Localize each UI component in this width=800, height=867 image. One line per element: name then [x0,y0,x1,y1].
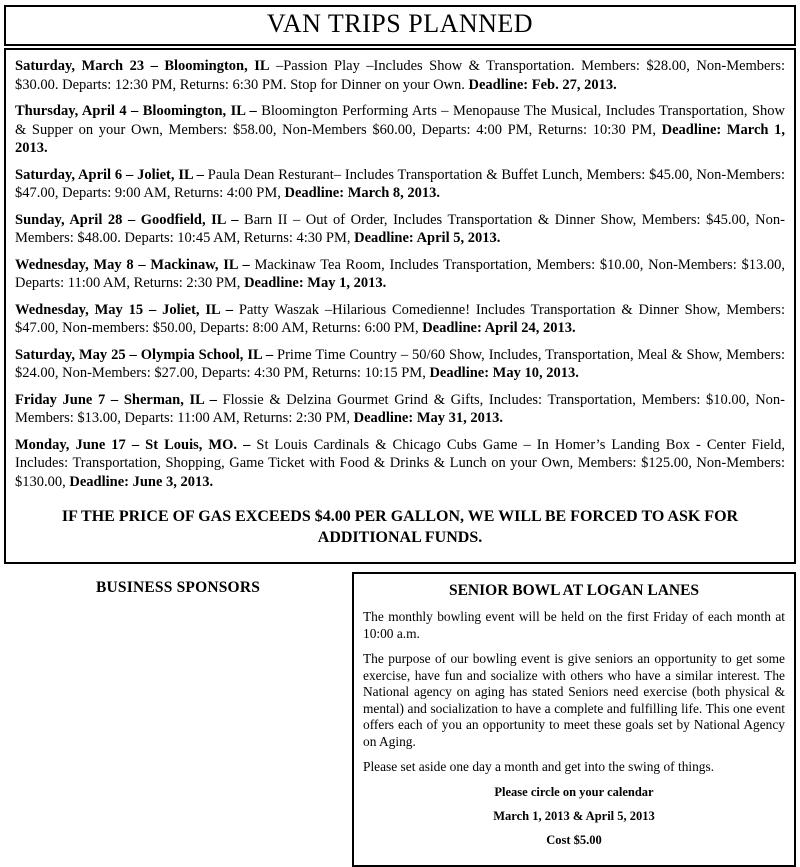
trip-lead: Saturday, April 6 – Joliet, IL – [15,166,204,183]
trip-paragraph [15,391,785,428]
van-trips-title-box [4,5,796,46]
trip-lead: Saturday, March 23 – Bloomington, IL [15,58,270,74]
trip-paragraph [15,301,785,338]
business-sponsors-heading: BUSINESS SPONSORS [95,579,261,596]
trip-paragraph [15,211,785,248]
trip-lead: Friday June 7 – Sherman, IL – [15,391,217,408]
trip-deadline: Deadline: June 3, 2013. [69,473,214,490]
trip-lead: Wednesday, May 8 – Mackinaw, IL – [15,256,250,273]
senior-bowl-paragraph: Please set aside one day a month and get into the swing of things. [363,759,715,774]
senior-bowl-paragraph: The monthly bowling event will be held on the first Friday of each month at 10:00 a.m. [363,609,785,641]
trip-deadline: Deadline: May 31, 2013. [353,410,504,426]
trip-deadline: Deadline: May 1, 2013. [244,275,387,291]
trip-paragraph [15,256,785,293]
trip-body: –Passion Play –Includes Show & Transportation. Members: $28.00, Non-Members: $30.00. Departs: 12:30 PM, Returns: 6:30 PM. Stop for Dinner on your Own. [15,58,785,93]
gas-price-notice: IF THE PRICE OF GAS EXCEEDS $4.00 PER GALLON, WE WILL BE FORCED TO ASK FOR ADDITIONAL FUNDS. [61,508,739,546]
page-title: VAN TRIPS PLANNED [266,9,534,38]
trip-lead: Thursday, April 4 – Bloomington, IL – [15,103,257,119]
trip-body: Barn II – Out of Order, Includes Transportation & Dinner Show, Members: $45.00, Non-Members: $48.00. Departs: 10:45 AM, Returns: 4:30 PM, [15,211,785,246]
bottom-section [4,572,796,867]
trip-body: Prime Time Country – 50/60 Show, Includes, Transportation, Meal & Show, Members: $24.00, Non-Members: $27.00, Departs: 4:30 PM, Returns: 10:15 PM, [15,346,785,381]
trip-deadline: Deadline: April 24, 2013. [422,320,576,336]
trip-paragraph [15,436,785,492]
trip-body: Flossie & Delzina Gourmet Grind & Gifts, Includes: Transportation, Members: $10.00, Non-Members: $13.00, Departs: 11:00 AM, Returns: 2:30 PM, [15,391,785,426]
trip-lead: Saturday, May 25 – Olympia School, IL – [15,346,274,363]
calendar-dates: March 1, 2013 & April 5, 2013 [493,808,655,823]
trip-lead: Monday, June 17 – St Louis, MO. – [15,436,251,453]
senior-bowl-paragraph: The purpose of our bowling event is give seniors an opportunity to get some exercise, have fun and socialize with others who have a similar interest. The National agency on aging has stated Seniors need exercise (both physical & mental) and socialization to have a complete and fulfilling life. This one event offers each of you an opportunity to meet these goals set by National Agency on Aging. [363,651,785,749]
cost-line: Cost $5.00 [546,832,602,847]
trip-deadline: Deadline: March 8, 2013. [284,185,441,201]
trip-lead: Wednesday, May 15 – Joliet, IL – [15,301,234,318]
trip-body: Bloomington Performing Arts – Menopause The Musical, Includes Transportation, Show & Supper on your Own, Members: $58.00, Non-Members $60.00, Departs: 4:00 PM, Returns: 10:30 PM, [15,103,785,138]
trip-body: Mackinaw Tea Room, Includes Transportation, Members: $10.00, Non-Members: $13.00, Departs: 11:00 AM, Returns: 2:30 PM, [15,256,785,291]
trip-paragraph [15,346,785,383]
senior-bowl-box [352,572,796,867]
trip-paragraph [15,102,785,158]
business-sponsors-column [4,572,352,597]
trip-deadline: Deadline: May 10, 2013. [429,365,579,381]
trip-paragraph [15,166,785,203]
trip-body: St Louis Cardinals & Chicago Cubs Game – In Homer’s Landing Box - Center Field, Includes: Transportation, Shopping, Game Ticket with Food & Drinks & Lunch on your Own, Members: $125.00, Non-Members: $130.00, [15,436,786,490]
trip-body: Paula Dean Resturant– Includes Transportation & Buffet Lunch, Members: $45.00, Non-Members: $47.00, Departs: 9:00 AM, Returns: 4:00 PM, [15,166,785,201]
van-trips-box [4,48,796,564]
trip-deadline: Deadline: March 1, 2013. [15,121,786,156]
calendar-note: Please circle on your calendar [494,784,654,799]
trip-body: Patty Waszak –Hilarious Comedienne! Includes Transportation & Dinner Show, Members: $47.00, Non-members: $50.00, Departs: 8:00 AM, Returns: 6:00 PM, [15,301,785,336]
trip-paragraph [15,57,785,94]
trip-lead: Sunday, April 28 – Goodfield, IL – [15,211,239,228]
trip-deadline: Deadline: Feb. 27, 2013. [468,76,617,93]
trip-deadline: Deadline: April 5, 2013. [354,230,501,246]
senior-bowl-title: SENIOR BOWL AT LOGAN LANES [448,582,700,599]
